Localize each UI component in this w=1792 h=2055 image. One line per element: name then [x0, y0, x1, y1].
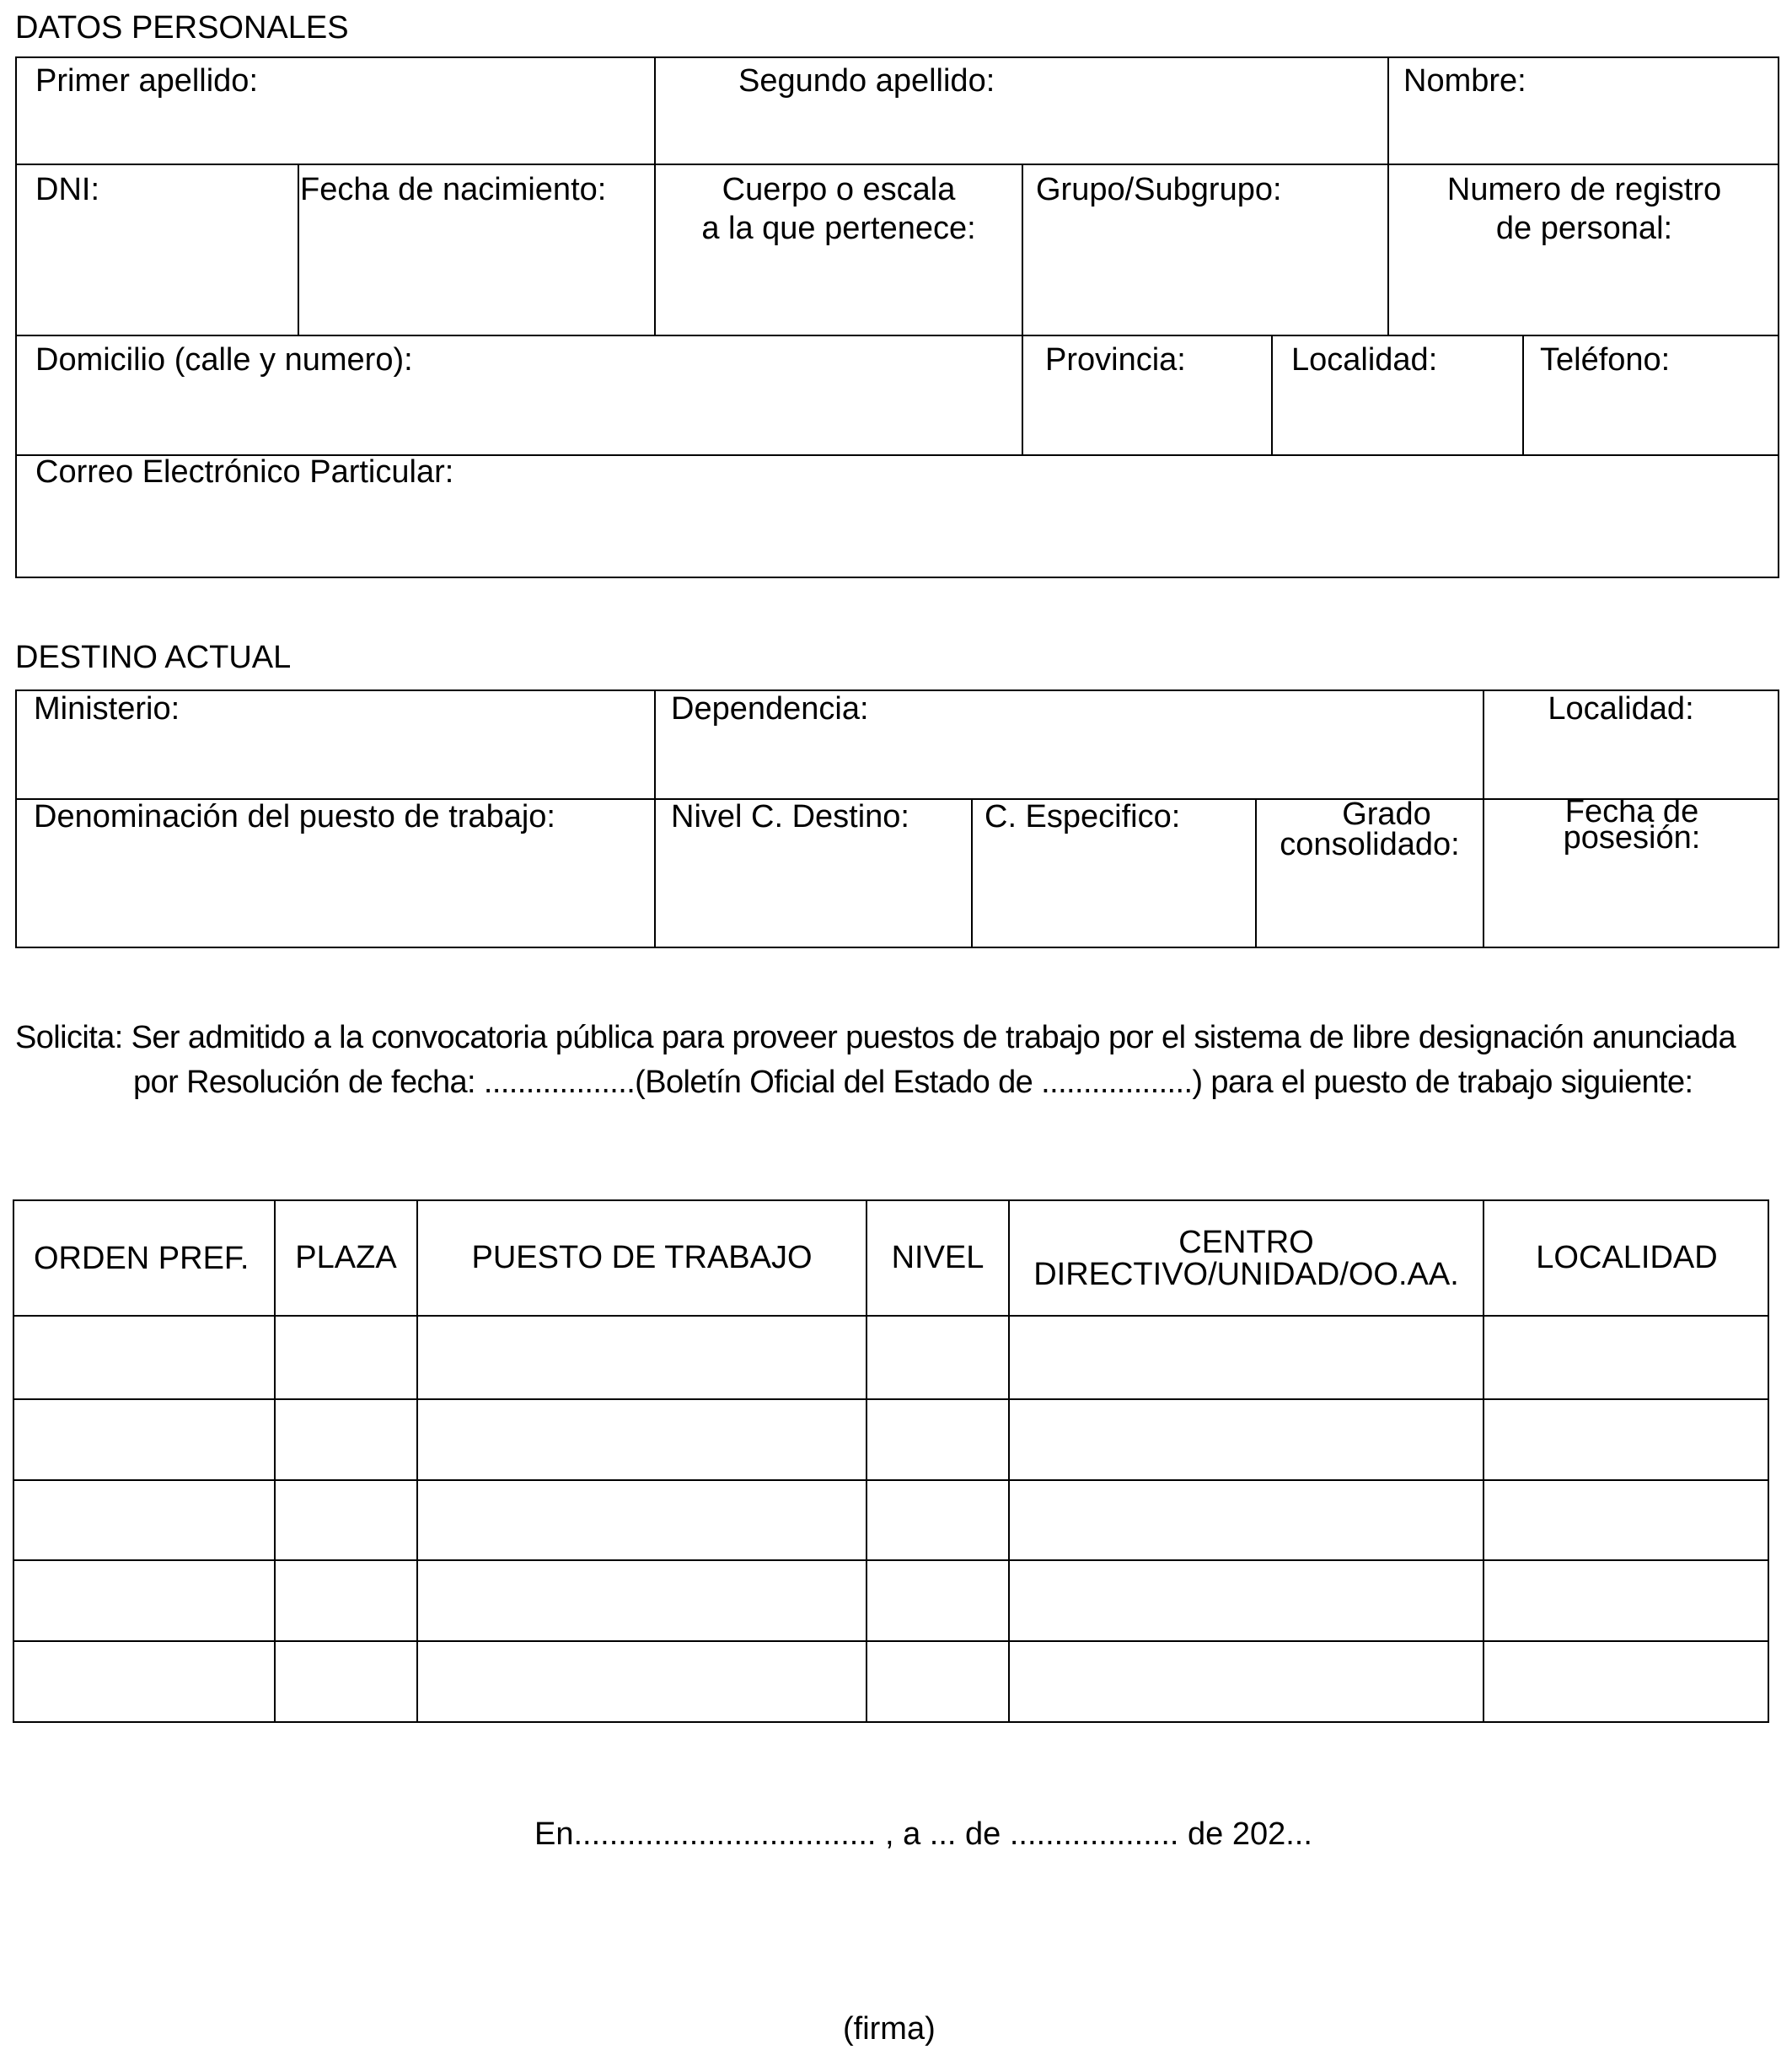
- numero-registro-label-line2: de personal:: [1495, 211, 1673, 246]
- column-divider: [1271, 335, 1273, 454]
- column-divider: [1022, 164, 1023, 454]
- cuerpo-escala-label-line1: Cuerpo o escala: [722, 172, 956, 207]
- destino-actual-heading: DESTINO ACTUAL: [15, 640, 292, 675]
- column-divider: [654, 689, 656, 948]
- header-centro-directivo: [1010, 1226, 1483, 1290]
- header-centro-line1: CENTRO: [1178, 1225, 1314, 1260]
- numero-registro-label-line1: Numero de registro: [1446, 172, 1722, 207]
- table-row[interactable]: [14, 1642, 1768, 1721]
- solicita-text-line2: por Resolución de fecha: ..................(Boletín Oficial del Estado de ..................) para el puesto de trabajo siguiente:: [133, 1065, 1693, 1100]
- column-divider: [298, 164, 299, 335]
- header-orden-pref: ORDEN PREF.: [34, 1241, 249, 1276]
- table-row[interactable]: [14, 1400, 1768, 1478]
- row-divider: [15, 335, 1779, 336]
- denominacion-puesto-field[interactable]: Denominación del puesto de trabajo:: [34, 799, 555, 834]
- nivel-destino-field[interactable]: Nivel C. Destino:: [671, 799, 909, 834]
- cuerpo-escala-field[interactable]: [656, 170, 1022, 248]
- cuerpo-escala-label-line2: a la que pertenece:: [701, 211, 976, 246]
- header-centro-line2: DIRECTIVO/UNIDAD/OO.AA.: [1033, 1257, 1459, 1292]
- ministerio-field[interactable]: Ministerio:: [34, 691, 180, 727]
- telefono-field[interactable]: Teléfono:: [1540, 342, 1671, 378]
- localidad-destino-field[interactable]: Localidad:: [1548, 691, 1694, 727]
- dni-field[interactable]: DNI:: [35, 172, 99, 207]
- header-puesto-trabajo: PUESTO DE TRABAJO: [471, 1240, 813, 1275]
- provincia-field[interactable]: Provincia:: [1045, 342, 1186, 378]
- column-divider: [1522, 335, 1524, 454]
- numero-registro-field[interactable]: [1389, 170, 1779, 248]
- localidad-field[interactable]: Localidad:: [1291, 342, 1438, 378]
- solicita-text-line1: Solicita: Ser admitido a la convocatoria pública para proveer puestos de trabajo por el sistema de libre designación anunciada: [15, 1020, 1736, 1055]
- domicilio-field[interactable]: Domicilio (calle y numero):: [35, 342, 413, 378]
- datos-personales-table: [15, 56, 1779, 578]
- table-row[interactable]: [14, 1561, 1768, 1639]
- grupo-subgrupo-field[interactable]: Grupo/Subgrupo:: [1036, 172, 1282, 207]
- fecha-nacimiento-field[interactable]: Fecha de nacimiento:: [300, 172, 607, 207]
- header-localidad: LOCALIDAD: [1536, 1240, 1718, 1275]
- header-nivel: NIVEL: [891, 1240, 985, 1275]
- grado-label-line1: Grado: [1342, 797, 1431, 832]
- fecha-lugar-line[interactable]: En.................................. , a ... de ................... de 202...: [534, 1816, 1312, 1852]
- segundo-apellido-field[interactable]: Segundo apellido:: [738, 63, 995, 99]
- correo-electronico-field[interactable]: Correo Electrónico Particular:: [35, 454, 454, 490]
- datos-personales-heading: DATOS PERSONALES: [15, 10, 349, 46]
- primer-apellido-field[interactable]: Primer apellido:: [35, 63, 258, 99]
- row-divider: [15, 164, 1779, 165]
- dependencia-field[interactable]: Dependencia:: [671, 691, 869, 727]
- table-row[interactable]: [14, 1317, 1768, 1398]
- fecha-posesion-field[interactable]: [1484, 794, 1779, 856]
- grado-label-line2: consolidado:: [1280, 827, 1460, 862]
- complemento-especifico-field[interactable]: C. Especifico:: [985, 799, 1181, 834]
- table-row[interactable]: [14, 1481, 1768, 1559]
- column-divider: [971, 798, 973, 948]
- firma-label: (firma): [843, 2011, 936, 2047]
- nombre-field[interactable]: Nombre:: [1403, 63, 1526, 99]
- posesion-label-line2: posesión:: [1563, 820, 1701, 856]
- header-plaza: PLAZA: [295, 1240, 397, 1275]
- grado-consolidado-field[interactable]: [1257, 799, 1483, 860]
- posesion-label-line1: Fecha de: [1564, 794, 1699, 829]
